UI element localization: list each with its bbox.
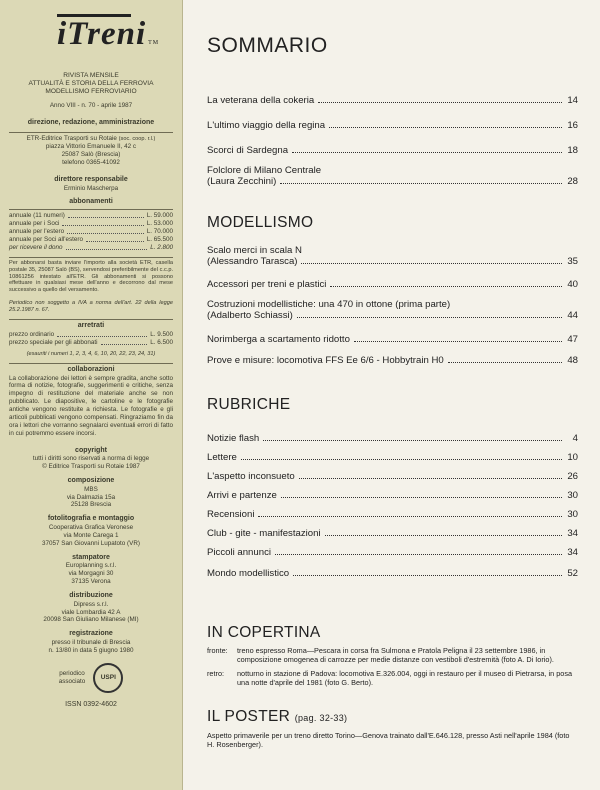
registration-heading: registrazione: [69, 630, 113, 638]
toc-page: 18: [567, 145, 578, 156]
subscription-label: annuale per i Soci: [9, 220, 60, 228]
photolitho-line: 37057 San Giovanni Lupatoto (VR): [41, 539, 141, 547]
divider: [9, 132, 173, 133]
subscription-label: per ricevere il dono: [9, 243, 63, 251]
toc-title: Scorci di Sardegna: [207, 145, 289, 156]
toc-title: Mondo modellistico: [207, 568, 290, 579]
copyright-line: tutti i diritti sono riservati a norma di legge: [32, 455, 150, 463]
toc-title: Arrivi e partenze: [207, 490, 277, 501]
toc-title: Costruzioni modellistiche: una 470 in ottone (prima parte): [207, 299, 451, 310]
printer-heading: stampatore: [72, 553, 110, 561]
subscription-label: annuale per Soci all'estero: [9, 235, 84, 243]
poster-title: [207, 708, 347, 726]
cover-front-label: fronte:: [207, 646, 228, 655]
toc-entry[interactable]: [207, 509, 578, 520]
tagline: [9, 72, 173, 97]
toc-page: 26: [567, 471, 578, 482]
toc-title: Lettere: [207, 452, 237, 463]
poster-text: Aspetto primaverile per un treno diretto Torino—Genova trainato dall'E.646.128, presso Asti nell'aprile 1984 (foto H. Rosenberger).: [207, 731, 570, 750]
distribution-line: Dipress s.r.l.: [73, 600, 109, 608]
rubriche-title: RUBRICHE: [207, 396, 291, 413]
cover-back-text: notturno in stazione di Padova: locomotiva E.326.004, oggi in restauro per il museo di Pietrarsa, in posa una notte d'aprile del 1981 (foto G. Berto).: [237, 668, 573, 688]
vat-note: Periodico non soggetto a IVA a norma dell'art. 22 della legge 25.2.1987 n. 67.: [9, 300, 173, 314]
subscription-price: L. 65.500: [146, 235, 173, 243]
toc-title: La veterana della cokeria: [207, 95, 315, 106]
subscription-row: [9, 236, 173, 244]
toc-entry[interactable]: [207, 568, 578, 579]
divider: [9, 257, 173, 258]
tagline-line: ATTUALITÀ E STORIA DELLA FERROVIA: [28, 80, 154, 88]
back-issue-label: prezzo ordinario: [9, 331, 55, 339]
toc-title: Notizie flash: [207, 433, 260, 444]
copyright-line: © Editrice Trasporti su Rotaie 1987: [42, 463, 140, 471]
toc-entry[interactable]: [207, 355, 578, 366]
distribution-heading: distribuzione: [69, 591, 113, 599]
poster-pages: (pag. 32-33): [294, 713, 348, 723]
toc-entry[interactable]: [207, 145, 578, 156]
photolitho-block: [9, 524, 173, 548]
toc-entry[interactable]: [207, 299, 578, 321]
toc-title: L'ultimo viaggio della regina: [207, 120, 326, 131]
composition-line: 25128 Brescia: [70, 501, 112, 509]
subscription-price: L. 53.000: [146, 220, 173, 228]
uspi-block: [9, 663, 173, 693]
direction-heading: direzione, redazione, amministrazione: [27, 118, 155, 126]
toc-entry[interactable]: [207, 120, 578, 131]
toc-entry[interactable]: [207, 452, 578, 463]
periodical-label: [59, 670, 86, 686]
periodical-label-line: associato: [58, 677, 86, 685]
toc-title: Piccoli annunci: [207, 547, 271, 558]
publisher-note: (soc. coop. r.l.): [118, 136, 156, 143]
toc-entry[interactable]: [207, 279, 578, 290]
uspi-text: USPI: [100, 673, 116, 681]
registration-line: presso il tribunale di Brescia: [51, 639, 131, 647]
back-issue-row: [9, 339, 173, 347]
toc-title: Scalo merci in scala N: [207, 245, 302, 256]
back-issue-label: prezzo speciale per gli abbonati: [9, 339, 98, 347]
registration-line: n. 13/80 in data 5 giugno 1980: [48, 646, 134, 654]
cover-back: [207, 669, 578, 688]
toc-entry[interactable]: [207, 165, 578, 187]
toc-title: Accessori per treni e plastici: [207, 279, 327, 290]
subscription-price: L. 2.800: [150, 243, 173, 251]
toc-page: 47: [567, 334, 578, 345]
toc-entry[interactable]: [207, 490, 578, 501]
subscription-row: [9, 228, 173, 236]
issn: ISSN 0392-4602: [65, 700, 117, 708]
composition-line: via Dalmazia 15a: [66, 493, 116, 501]
toc-page: 44: [567, 310, 578, 321]
divider: [9, 363, 173, 364]
publisher-name: ETR-Editrice Trasporti su Rotaie: [26, 135, 117, 143]
divider: [9, 319, 173, 320]
composition-line: MBS: [84, 485, 98, 493]
toc-title: Club - gite - manifestazioni: [207, 528, 321, 539]
photolitho-line: Cooperativa Grafica Veronese: [48, 524, 134, 532]
issue-info: Anno VIII - n. 70 - aprile 1987: [49, 101, 133, 109]
distribution-line: viale Lombardia 42 A: [61, 608, 121, 616]
toc-author: (Alessandro Tarasca): [207, 256, 298, 267]
logo-text: iTreni: [57, 16, 147, 52]
toc-title: Recensioni: [207, 509, 255, 520]
toc-page: 48: [567, 355, 578, 366]
sommario-title: SOMMARIO: [207, 34, 328, 57]
back-issues-note: (esauriti i numeri 1, 2, 3, 4, 6, 10, 20, 22, 23, 24, 31): [26, 350, 156, 357]
cover-captions: [207, 646, 578, 688]
composition-heading: composizione: [67, 476, 115, 484]
subscriptions-list: [9, 212, 173, 251]
back-issue-price: L. 6.500: [150, 339, 173, 347]
director-name: Erminio Mascherpa: [63, 184, 119, 192]
subscriptions-heading: abbonamenti: [69, 198, 113, 206]
back-issue-row: [9, 331, 173, 339]
photolitho-line: via Monte Carega 1: [63, 531, 119, 539]
contents-column: [183, 0, 600, 790]
photolitho-heading: fotolitografia e montaggio: [47, 515, 135, 523]
publisher-block: [9, 135, 173, 167]
divider: [9, 209, 173, 210]
toc-entry[interactable]: [207, 334, 578, 345]
registration-block: [9, 639, 173, 655]
toc-page: 30: [567, 490, 578, 501]
director-heading: direttore responsabile: [54, 175, 128, 183]
logo-mark: TM: [148, 40, 160, 46]
cover-back-label: retro:: [207, 668, 225, 678]
address-line: telefono 0365-41092: [62, 159, 120, 167]
toc-page: 4: [572, 433, 578, 444]
subscription-price: L. 70.000: [146, 227, 173, 235]
subscription-row: [9, 220, 173, 228]
toc-title: L'aspetto inconsueto: [207, 471, 295, 482]
toc-author: (Adalberto Schiassi): [207, 310, 293, 321]
modellismo-title: MODELLISMO: [207, 214, 314, 231]
toc-page: 34: [567, 528, 578, 539]
subscription-label: annuale (11 numeri): [9, 212, 65, 220]
subscription-label: annuale per l'estero: [9, 227, 65, 235]
subscription-row: [9, 244, 173, 252]
address-line: 25087 Salò (Brescia): [61, 151, 121, 159]
toc-entry[interactable]: [207, 433, 578, 444]
cover-front-text: treno espresso Roma—Pescara in corsa fra Sulmona e Pratola Peligna il 23 settembre 1986, in composizione omogenea di carrozze per medie distanze con vestiboli d'estremità (foto A. Di Iorio).: [237, 646, 554, 665]
toc-page: 28: [567, 176, 578, 187]
collaborations-text: La collaborazione dei lettori è sempre gradita, anche sotto forma di notizie, fotografie, suggerimenti e critiche, senza impegno di restituzione del materiale anche se non pubblicato. Le diapositive, le cartoline e le fotografie antiche vengono restituite a richiesta. Le fotografie e gli articoli pubblicati vengono compensati. Ringraziamo fin da ora i lettori che vorranno segnalarci eventuali errori di fatto in cui potremmo essere incorsi.: [9, 374, 173, 437]
magazine-logo: [57, 14, 160, 58]
printer-line: Europlanning s.r.l.: [65, 562, 117, 570]
back-issue-price: L. 9.500: [150, 331, 173, 339]
toc-page: 52: [567, 568, 578, 579]
toc-entry[interactable]: [207, 245, 578, 267]
back-issues-list: [9, 331, 173, 347]
toc-entry[interactable]: [207, 471, 578, 482]
tagline-line: RIVISTA MENSILE: [63, 72, 119, 79]
toc-author: (Laura Zecchini): [207, 176, 277, 187]
composition-block: [9, 486, 173, 510]
toc-page: 34: [567, 547, 578, 558]
printer-line: via Morgagni 30: [68, 570, 114, 578]
printer-block: [9, 562, 173, 586]
toc-title: Norimberga a scartamento ridotto: [207, 334, 350, 345]
toc-title: Prove e misure: locomotiva FFS Ee 6/6 - Hobbytrain H0: [207, 355, 444, 366]
toc-page: 40: [567, 279, 578, 290]
collaborations-heading: collaborazioni: [67, 365, 115, 373]
cover-front: [207, 646, 578, 665]
toc-page: 16: [567, 120, 578, 131]
toc-page: 10: [567, 452, 578, 463]
colophon-column: [0, 0, 183, 790]
toc-page: 14: [567, 95, 578, 106]
subscription-note: Per abbonarsi basta inviare l'importo alla società ETR, casella postale 35, 25087 Salò (BS), servendosi preferibilmente del c.c.p. 10861256 intestato all'ETR. Gli abbonamenti si possono effettuare in qualsiasi mese dell'anno e decorrono dal mese successivo a quello del versamento.: [9, 259, 173, 294]
toc-entry[interactable]: [207, 528, 578, 539]
copertina-title: IN COPERTINA: [207, 624, 321, 641]
poster-title-text: IL POSTER: [207, 708, 291, 725]
distribution-line: 20098 San Giuliano Milanese (MI): [43, 616, 139, 624]
toc-page: 30: [567, 509, 578, 520]
toc-title: Folclore di Milano Centrale: [207, 165, 322, 176]
address-line: piazza Vittorio Emanuele II, 42 c: [45, 143, 137, 151]
toc-entry[interactable]: [207, 95, 578, 106]
subscription-price: L. 59.000: [146, 212, 173, 220]
toc-entry[interactable]: [207, 547, 578, 558]
distribution-block: [9, 601, 173, 625]
printer-line: 37135 Verona: [71, 578, 111, 586]
toc-page: 35: [567, 256, 578, 267]
subscription-row: [9, 212, 173, 220]
tagline-line: MODELLISMO FERROVIARIO: [45, 88, 137, 96]
copyright-heading: copyright: [75, 446, 107, 454]
uspi-logo-icon: [93, 663, 123, 693]
periodical-label-line: periodico: [59, 669, 85, 677]
back-issues-heading: arretrati: [77, 322, 105, 330]
